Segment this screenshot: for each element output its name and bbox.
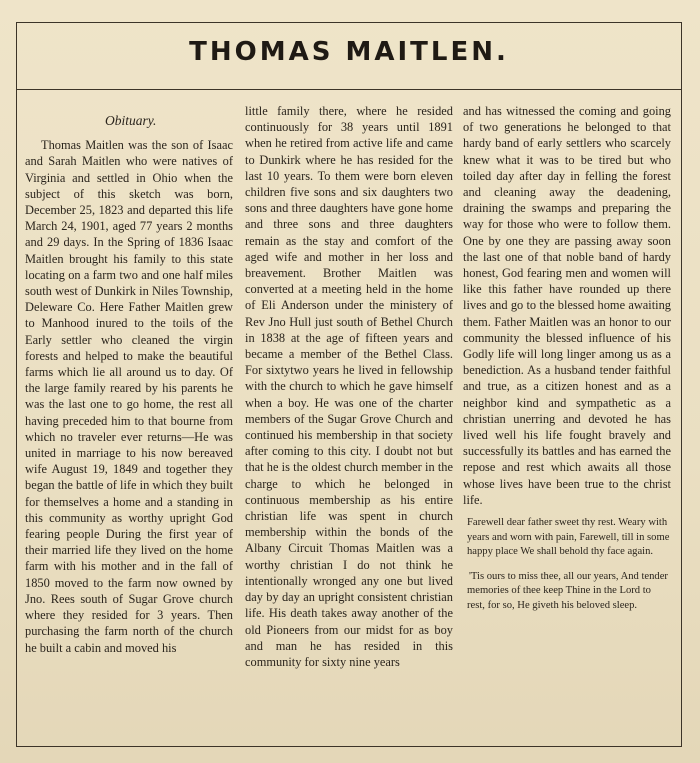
column-3 xyxy=(463,103,671,613)
verse-1: Farewell dear father sweet thy rest. Weary with years and worn with pain, Farewell, till in some happy place We shall behold thy face again. xyxy=(467,517,670,558)
column-1-text: Thomas Maitlen was the son of Isaac and Sarah Maitlen who were natives of Virginia and settled in Ohio when the subject of this sketch was born, December 25, 1823 and departed this life March 24, 1901, aged 77 years 2 months and 29 days. In the Spring of 1836 Isaac Maitlen brought his family to this state locating on a farm two and one half miles south west of Dunkirk in Niles Township, Deleware Co. Here Father Maitlen grew to Manhood inured to the toils of the Early settler who cleaned the virgin forests and helped to make the beautiful farms which lie all around us to day. Of the large family reared by his parents he was the last one to go home, the rest all having preceded him to that bourne from which no traveler ever returns—He was united in marriage to his now bereaved wife August 19, 1849 and together they began the battle of life in which they built for themselves a home and a standing in this community as worthy upright God fearing people During the first year of their married life they lived on the home farm with his mother and in the fall of 1850 moved to the farm now owned by Jno. Rees south of Sugar Grove church where they resided for 3 years. Then purchasing the farm north of the church he built a cabin and moved his xyxy=(25,138,233,655)
column-1 xyxy=(25,103,233,656)
column-3-text: and has witnessed the coming and going of two generations he belonged to that hardy band of early settlers who scarcely knew what it was to be tired but who toiled day after day in felling the forest and cleaning away the deadening, draining the swamps and preparing the way for those who were to follow them. One by one they are passing away soon the last one of that noble band of hardy honest, God fearing men and women will like this father have rounded up there lives and go to the blessed home awaiting them. Father Maitlen was an honor to our community the blessed influence of his Godly life will long linger among us as a benediction. As a husband tender faithful and true, as a citizen honest and as a neighbor kind and sympathetic as a christian unerring and devoted he has lived well his life fought bravely and successfully its battles and has earned the repose and rest which awaits all those whose lives have been true to the christ life. xyxy=(463,104,671,507)
obituary-heading: Obituary. xyxy=(105,113,157,128)
article-frame xyxy=(16,22,682,747)
article-title: THOMAS MAITLEN. xyxy=(189,37,509,67)
column-2-text: little family there, where he resided continuously for 38 years until 1891 when he retired from active life and came to Dunkirk where he has resided for the last 10 years. To them were born eleven children five sons and six daughters two sons and three daughters have gone home and three sons and three daughters remain as the stay and comfort of the aged wife and mother in her loss and breavement. Brother Maitlen was converted at a meeting held in the home of Eli Anderson under the ministery of Rev Jno Hull just south of Bethel Church in 1838 at the age of fifteen years and became a member of the Bethel Class. For sixtytwo years he lived in fellowship with the church to which he gave himself when a boy. He was one of the charter members of the Sugar Grove Church and continued his membership in that society after coming to this city. I doubt not but that he is the oldest church member in the charge to which he belonged in continuous membership as his entire christian life was spent in church membership within the bonds of the Albany Circuit Thomas Maitlen was a worthy christian I do not think he intentionally wronged any one but lived day by day an upright consistent christian life. His death takes away another of the old Pioneers from our midst for as boy and man he has resided in this community for sixty nine years xyxy=(245,104,453,669)
verse-2: 'Tis ours to miss thee, all our years, And tender memories of thee keep Thine in the Lord to rest, for so, He giveth his beloved sleep. xyxy=(467,570,668,611)
column-2 xyxy=(245,103,453,670)
title-divider xyxy=(17,89,681,90)
